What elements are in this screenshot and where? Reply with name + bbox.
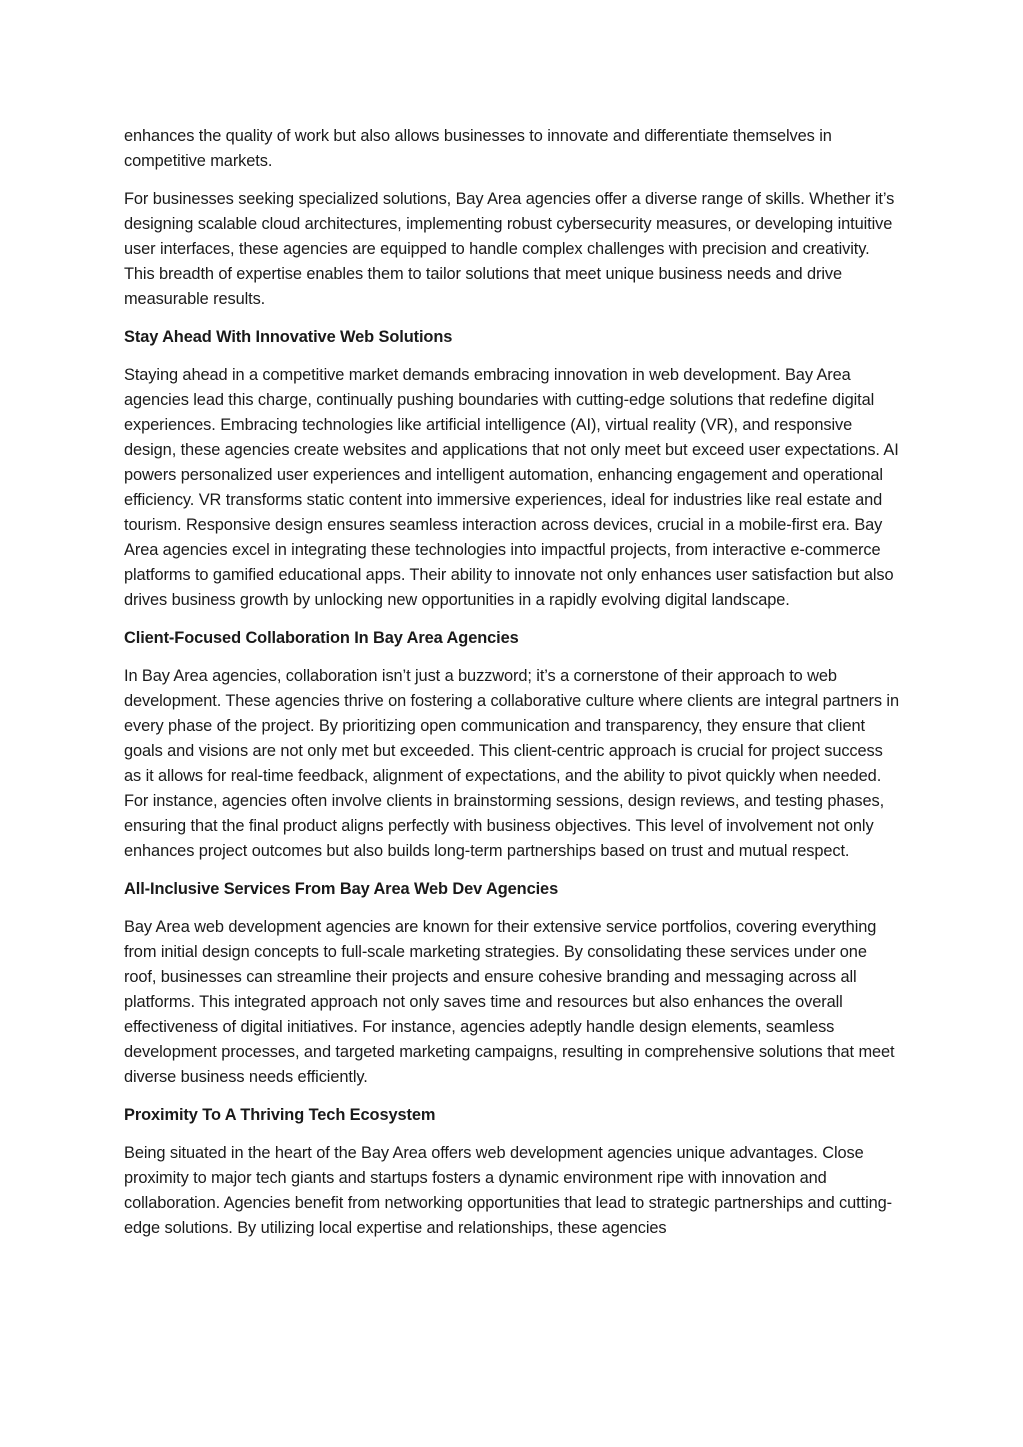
paragraph-collaboration: In Bay Area agencies, collaboration isn’t just a buzzword; it’s a cornerstone of their approach to web development. These agencies thrive on fostering a collaborative culture where clients are integral partners in every phase of the project. By prioritizing open communication and transparency, they ensure that client goals and visions are not only met but exceeded. This client-centric approach is crucial for project success as it allows for real-time feedback, alignment of expectations, and the ability to pivot quickly when needed. For instance, agencies often involve clients in brainstorming sessions, design reviews, and testing phases, ensuring that the final product aligns perfectly with business objectives. This level of involvement not only enhances project outcomes but also builds long-term partnerships based on trust and mutual respect. bbox=[124, 667, 899, 860]
paragraph-services: Bay Area web development agencies are known for their extensive service portfolios, covering everything from initial design concepts to full-scale marketing strategies. By consolidating these services under one roof, businesses can streamline their projects and ensure cohesive branding and messaging across all platforms. This integrated approach not only saves time and resources but also enhances the overall effectiveness of digital initiatives. For instance, agencies adeptly handle design elements, seamless development processes, and targeted marketing campaigns, resulting in comprehensive solutions that meet diverse business needs efficiently. bbox=[124, 918, 895, 1086]
paragraph-tech-ecosystem: Being situated in the heart of the Bay Area offers web development agencies unique advantages. Close proximity to major tech giants and startups fosters a dynamic environment ripe with innovation and collaboration. Agencies benefit from networking opportunities that lead to strategic partnerships and cutting-edge solutions. By utilizing local expertise and relationships, these agencies bbox=[124, 1144, 893, 1237]
heading-all-inclusive-services: All-Inclusive Services From Bay Area Web Dev Agencies bbox=[124, 880, 559, 898]
heading-tech-ecosystem: Proximity To A Thriving Tech Ecosystem bbox=[124, 1106, 436, 1124]
heading-client-collaboration: Client-Focused Collaboration In Bay Area Agencies bbox=[124, 629, 519, 647]
paragraph-innovation: Staying ahead in a competitive market demands embracing innovation in web development. Bay Area agencies lead this charge, continually pushing boundaries with cutting-edge solutions that redefine digital experiences. Embracing technologies like artificial intelligence (AI), virtual reality (VR), and responsive design, these agencies create websites and applications that not only meet but exceed user expectations. AI powers personalized user experiences and intelligent automation, enhancing engagement and operational efficiency. VR transforms static content into immersive experiences, ideal for industries like real estate and tourism. Responsive design ensures seamless interaction across devices, crucial in a mobile-first era. Bay Area agencies excel in integrating these technologies into impactful projects, from interactive e-commerce platforms to gamified educational apps. Their ability to innovate not only enhances user satisfaction but also drives business growth by unlocking new opportunities in a rapidly evolving digital landscape. bbox=[124, 366, 899, 609]
paragraph-specialized-solutions: For businesses seeking specialized solutions, Bay Area agencies offer a diverse range of skills. Whether it’s designing scalable cloud architectures, implementing robust cybersecurity measures, or developing intuitive user interfaces, these agencies are equipped to handle complex challenges with precision and creativity. This breadth of expertise enables them to tailor solutions that meet unique business needs and drive measurable results. bbox=[124, 190, 895, 308]
heading-innovative-web-solutions: Stay Ahead With Innovative Web Solutions bbox=[124, 328, 453, 346]
paragraph-intro-continued: enhances the quality of work but also allows businesses to innovate and differentiate themselves in competitive markets. bbox=[124, 127, 832, 170]
document-page bbox=[124, 124, 899, 1254]
